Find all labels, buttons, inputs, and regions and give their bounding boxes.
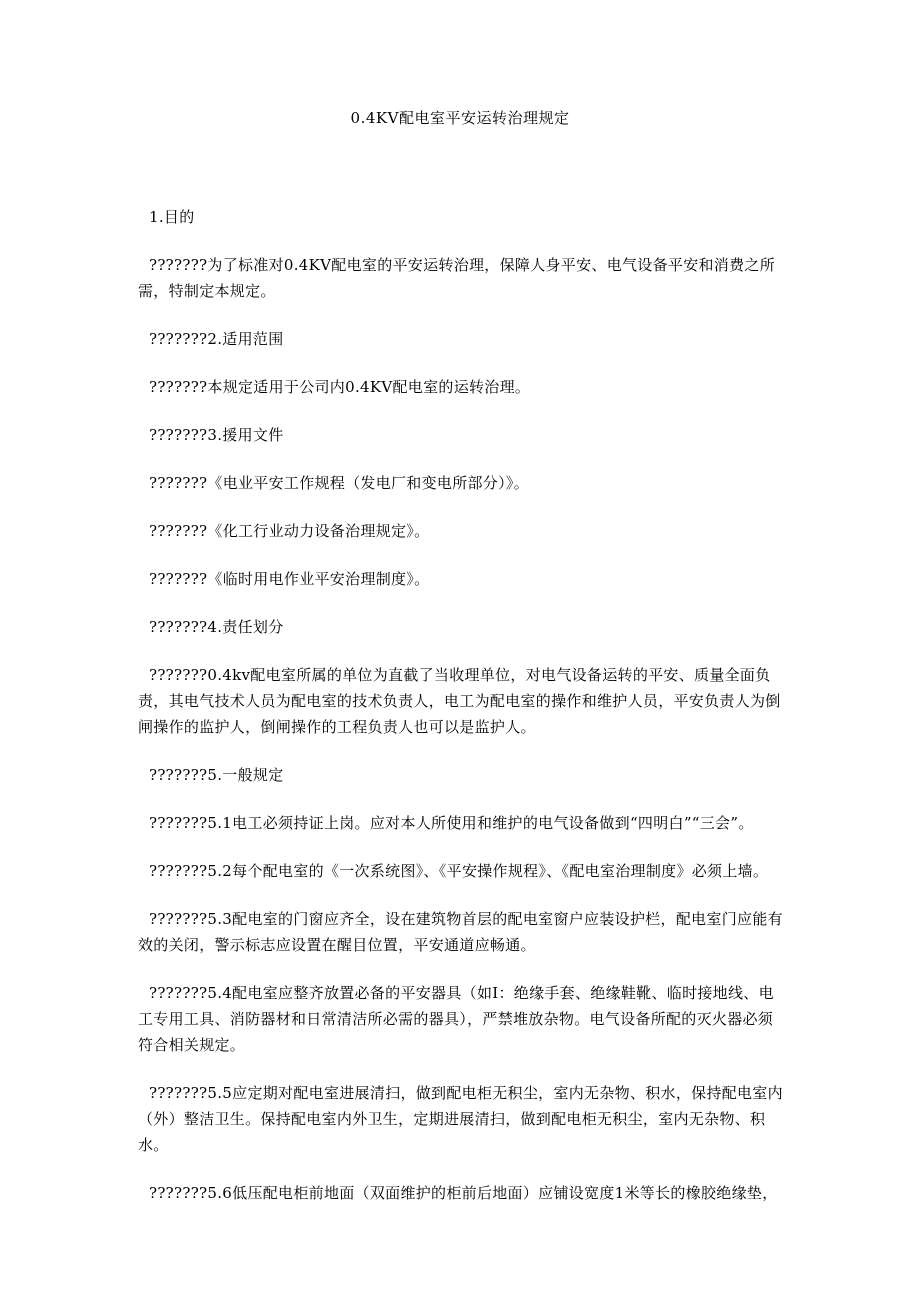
paragraph-responsibility: ???????0.4kv配电室所属的单位为直截了当收理单位，对电气设备运转的平安、质量全面负责，其电气技术人员为配电室的技术负责人，电工为配电室的操作和维护人员，平安负责人为倒闸操作的监护人，倒闸操作的工程负责人也可以是监护人。 [138,666,781,736]
rule-item: ???????5.3配电室的门窗应齐全，设在建筑物首层的配电室窗户应装设护栏，配电室门应能有效的关闭，警示标志应设置在醒目位置，平安通道应畅通。 [138,910,783,954]
heading-references: ???????3.援用文件 [149,426,284,444]
reference-item: ???????《化工行业动力设备治理规定》。 [149,522,430,540]
rule-item: ???????5.4配电室应整齐放置必备的平安器具（如Ⅰ：绝缘手套、绝缘鞋靴、临时接地线、电工专用工具、消防器材和日常清洁所必需的器具），严禁堆放杂物。电气设备所配的灭火器必须符合相关规定。 [138,984,774,1054]
heading-responsibility: ???????4.责任划分 [149,618,284,636]
paragraph-scope: ???????本规定适用于公司内0.4KV配电室的运转治理。 [149,378,531,396]
heading-general-rules: ???????5.一般规定 [149,766,284,784]
rule-item: ???????5.5应定期对配电室进展清扫，做到配电柜无积尘，室内无杂物、积水，保持配电室内（外）整洁卫生。保持配电室内外卫生，定期进展清扫，做到配电柜无积尘，室内无杂物、积水。 [138,1084,783,1154]
heading-purpose: 1.目的 [149,208,195,226]
rule-item: ???????5.6低压配电柜前地面（双面维护的柜前后地面）应铺设宽度1米等长的橡胶绝缘垫， [149,1184,778,1202]
page-title: 0.4KV配电室平安运转治理规定 [350,109,570,127]
document-body [138,204,788,1228]
rule-item: ???????5.1电工必须持证上岗。应对本人所使用和维护的电气设备做到“四明白”“三会”。 [149,814,754,832]
reference-item: ???????《临时用电作业平安治理制度》。 [149,570,430,588]
reference-item: ???????《电业平安工作规程（发电厂和变电所部分）》。 [149,474,529,492]
heading-scope: ???????2.适用范围 [149,330,284,348]
rule-item: ???????5.2每个配电室的《一次系统图》、《平安操作规程》、《配电室治理制度》必须上墙。 [149,862,769,880]
paragraph-purpose: ???????为了标准对0.4KV配电室的平安运转治理，保障人身平安、电气设备平安和消费之所需，特制定本规定。 [138,256,775,300]
